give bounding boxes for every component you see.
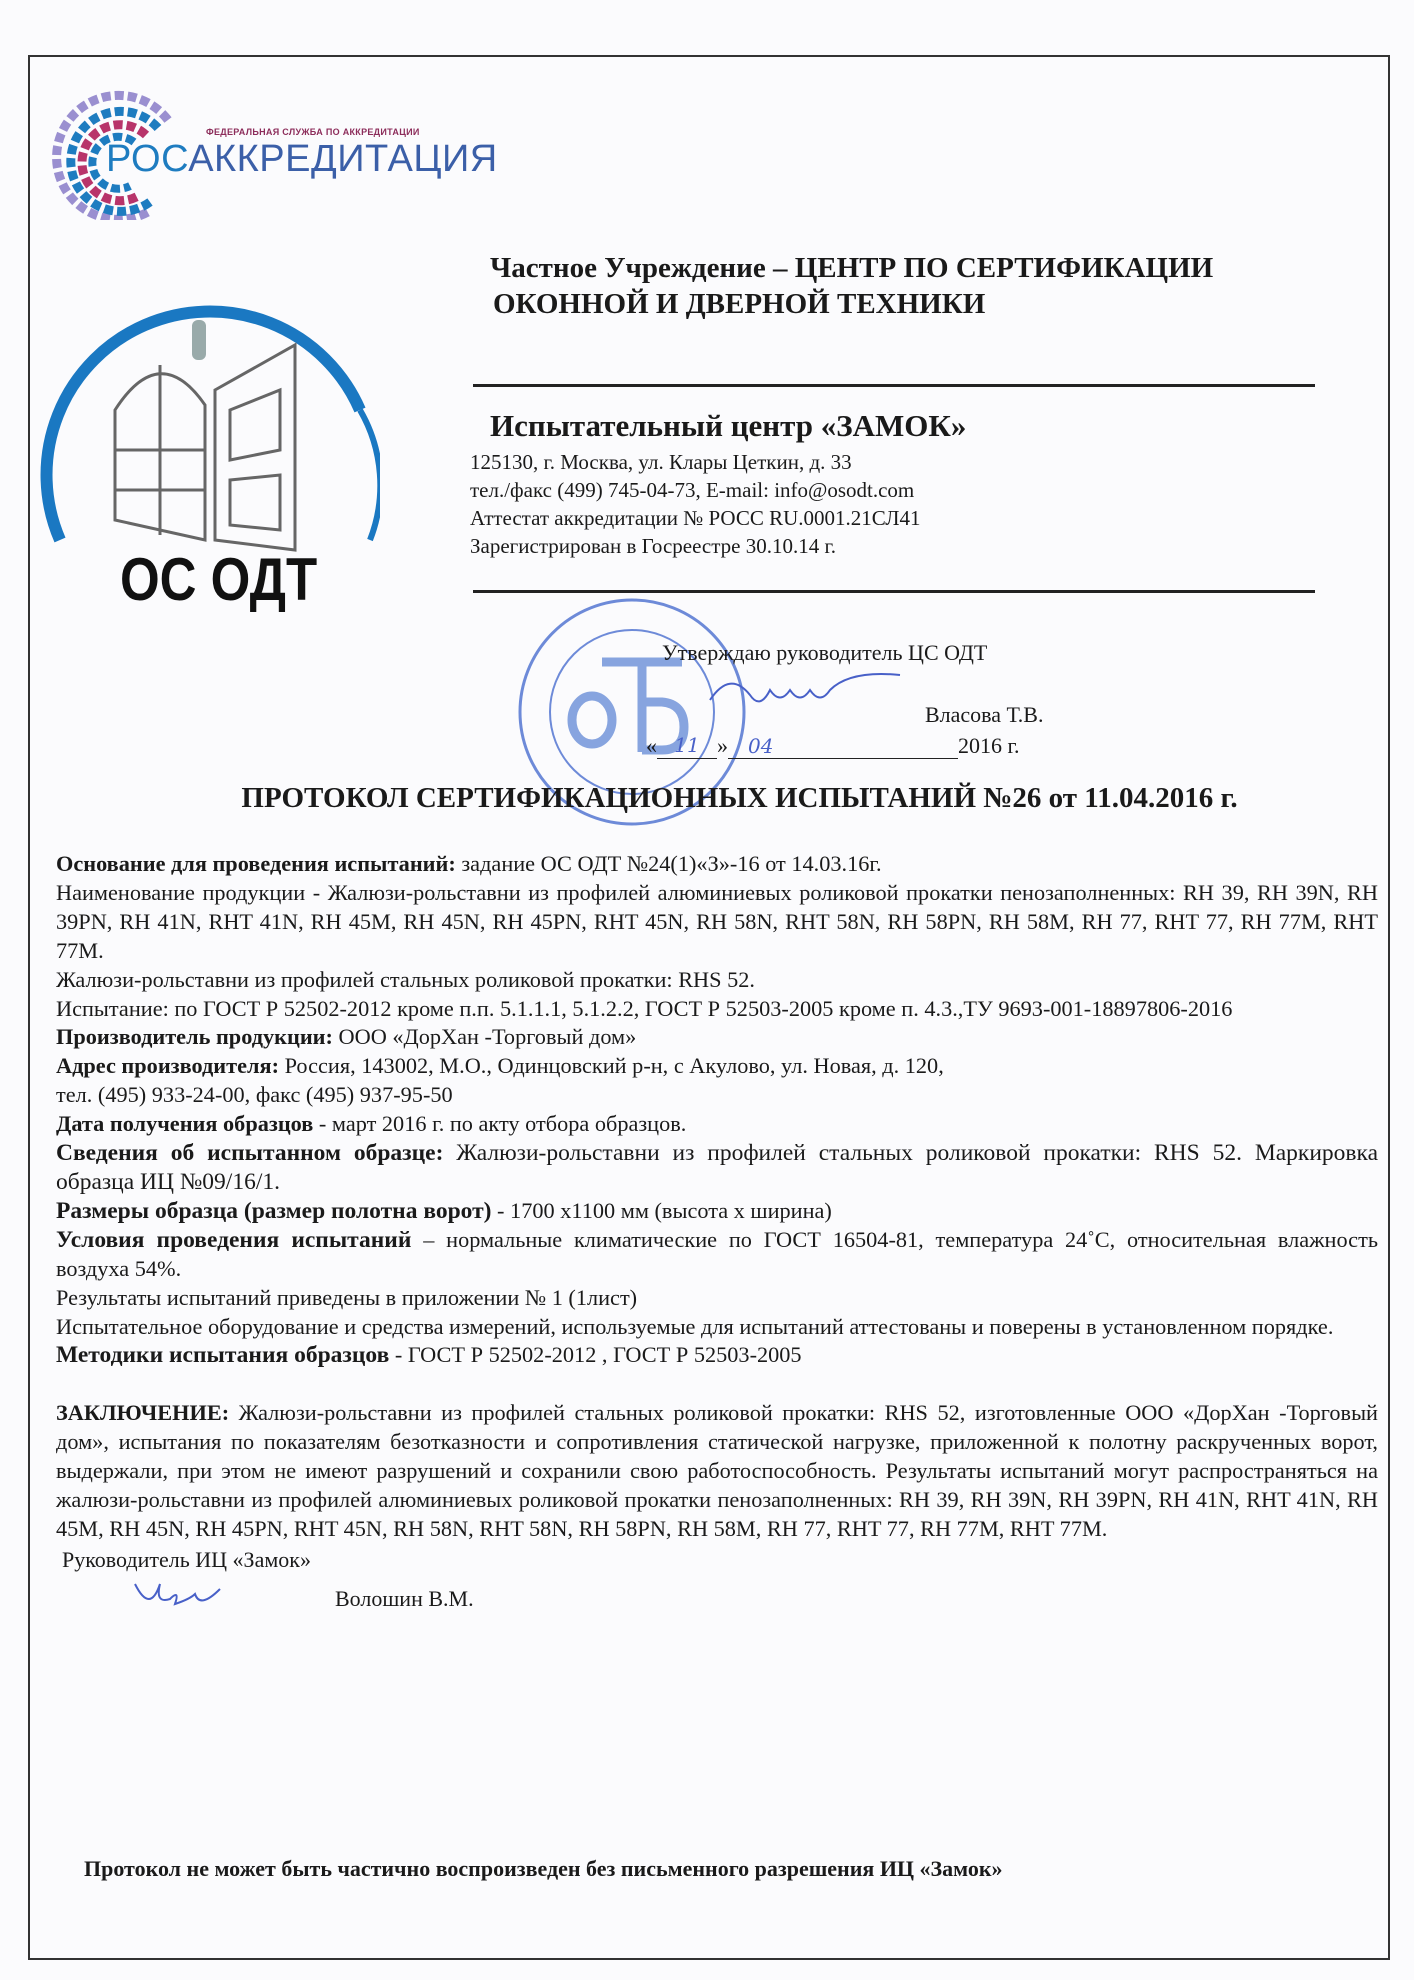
org-line-2: ОКОННОЙ И ДВЕРНОЙ ТЕХНИКИ (493, 288, 986, 320)
signature-row (56, 1575, 1378, 1615)
lab-head-title: Руководитель ИЦ «Замок» (62, 1546, 311, 1572)
product-steel: Жалюзи-рольставни из профилей стальных роликовой прокатки: RHS 52. (56, 966, 756, 992)
attestat: Аттестат аккредитации № РОСС RU.0001.21СЛ41 (470, 506, 921, 530)
lab-details (470, 448, 921, 560)
date-quote-close: » (717, 733, 728, 758)
product-name: Наименование продукции - Жалюзи-рольставни из профилей алюминиевых роликовой прокатки пенозаполненных: RH 39, RH 39N, RH 39PN, RH 41N, RHT 41N, RH 45M, RH 45N, RH 45PN, RHT 45N, RH 58N, RHT 58N, RH 58PN, RH 58M, RH 77, RHT 77, RH 77M, RHT 77M. (56, 879, 1378, 963)
address: 125130, г. Москва, ул. Клары Цеткин, д. 33 (470, 450, 852, 474)
basis: Основание для проведения испытаний: задание ОС ОДТ №24(1)«З»-16 от 14.03.16г. (56, 851, 882, 876)
signoff (56, 1546, 1378, 1615)
manufacturer: Производитель продукции: ООО «ДорХан -Торговый дом» (56, 1024, 637, 1050)
footer-notice: Протокол не может быть частично воспроизведен без письменного разрешения ИЦ «Замок» (84, 1856, 1003, 1881)
protocol-title: ПРОТОКОЛ СЕРТИФИКАЦИОННЫХ ИСПЫТАНИЙ №26 от 11.04.2016 г. (241, 782, 1238, 814)
head-name: Волошин В.М. (335, 1585, 474, 1611)
director-name: Власова Т.В. (925, 702, 1044, 727)
lab-name: Испытательный центр «ЗАМОК» (490, 408, 967, 443)
handwritten-month: 04 (728, 735, 958, 759)
approval-date (646, 733, 1020, 759)
test-standards: Испытание: по ГОСТ Р 52502-2012 кроме п.п. 5.1.1.1, 5.1.2.2, ГОСТ Р 52503-2005 кроме п. 4.3.,ТУ 9693-001-18897806-2016 (56, 995, 1233, 1021)
equipment-note: Испытательное оборудование и средства измерений, используемые для испытаний аттестованы и поверены в установленном порядке. (56, 1313, 1334, 1339)
sample-received: Дата получения образцов - март 2016 г. по акту отбора образцов. (56, 1111, 687, 1137)
head-signature-icon (130, 1569, 225, 1619)
rosaccreditation-subtitle: ФЕДЕРАЛЬНАЯ СЛУЖБА ПО АККРЕДИТАЦИИ (206, 127, 420, 137)
approval-line: Утверждаю руководитель ЦС ОДТ (662, 640, 988, 665)
contacts: тел./факс (499) 745-04-73, E-mail: info@osodt.com (470, 478, 915, 502)
sample-info: Сведения об испытанном образце: Жалюзи-рольставни из профилей стальных роликовой прокатки: RHS 52. Маркировка образца ИЦ №09/16/1. (56, 1140, 1378, 1195)
rosaccreditation-logo (38, 80, 498, 220)
os-odt-logo (40, 290, 380, 630)
test-conditions: Условия проведения испытаний – нормальные климатические по ГОСТ 16504-81, температура 24˚С, относительная влажность воздуха 54%. (56, 1226, 1378, 1281)
divider (473, 384, 1315, 387)
director-signature-icon (700, 660, 910, 710)
rosaccreditation-title: РОСАККРЕДИТАЦИЯ (106, 138, 498, 180)
results-note: Результаты испытаний приведены в приложении № 1 (1лист) (56, 1284, 638, 1310)
methods: Методики испытания образцов - ГОСТ Р 52502-2012 , ГОСТ Р 52503-2005 (56, 1342, 802, 1369)
organization-name (490, 250, 1213, 322)
registration: Зарегистрирован в Госреестре 30.10.14 г. (470, 534, 836, 558)
sample-size: Размеры образца (размер полотна ворот) - 1700 х1100 мм (высота х ширина) (56, 1197, 832, 1224)
os-odt-label: ОС ОДТ (120, 546, 318, 613)
org-line-1: Частное Учреждение – ЦЕНТР ПО СЕРТИФИКАЦИИ (490, 252, 1214, 284)
handwritten-day: 11 (657, 734, 717, 759)
date-year: 2016 г. (958, 733, 1020, 758)
protocol-body (56, 850, 1378, 1615)
date-quote-open: « (646, 733, 657, 758)
conclusion: ЗАКЛЮЧЕНИЕ: Жалюзи-рольставни из профилей стальных роликовой прокатки: RHS 52, изготовленные ООО «ДорХан -Торговый дом», испытания по показателям безотказности и сопротивления статической нагрузке, приложенной к полотну раскрученных ворот, выдержали, при этом не имеют разрушений и сохранили свою работоспособность. Результаты испытаний могут распространяться на жалюзи-рольставни из профилей алюминиевых роликовой прокатки пенозаполненных: RH 39, RH 39N, RH 39PN, RH 41N, RHT 41N, RH 45M, RH 45N, RH 45PN, RHT 45N, RH 58N, RHT 58N, RH 58PN, RH 58M, RH 77, RHT 77, RH 77M, RHT 77M. (56, 1400, 1378, 1541)
manufacturer-address: Адрес производителя: Россия, 143002, М.О., Одинцовский р-н, с Акулово, ул. Новая, д. 120, тел. (495) 933-24-00, факс (495) 937-95-50 (56, 1053, 944, 1108)
